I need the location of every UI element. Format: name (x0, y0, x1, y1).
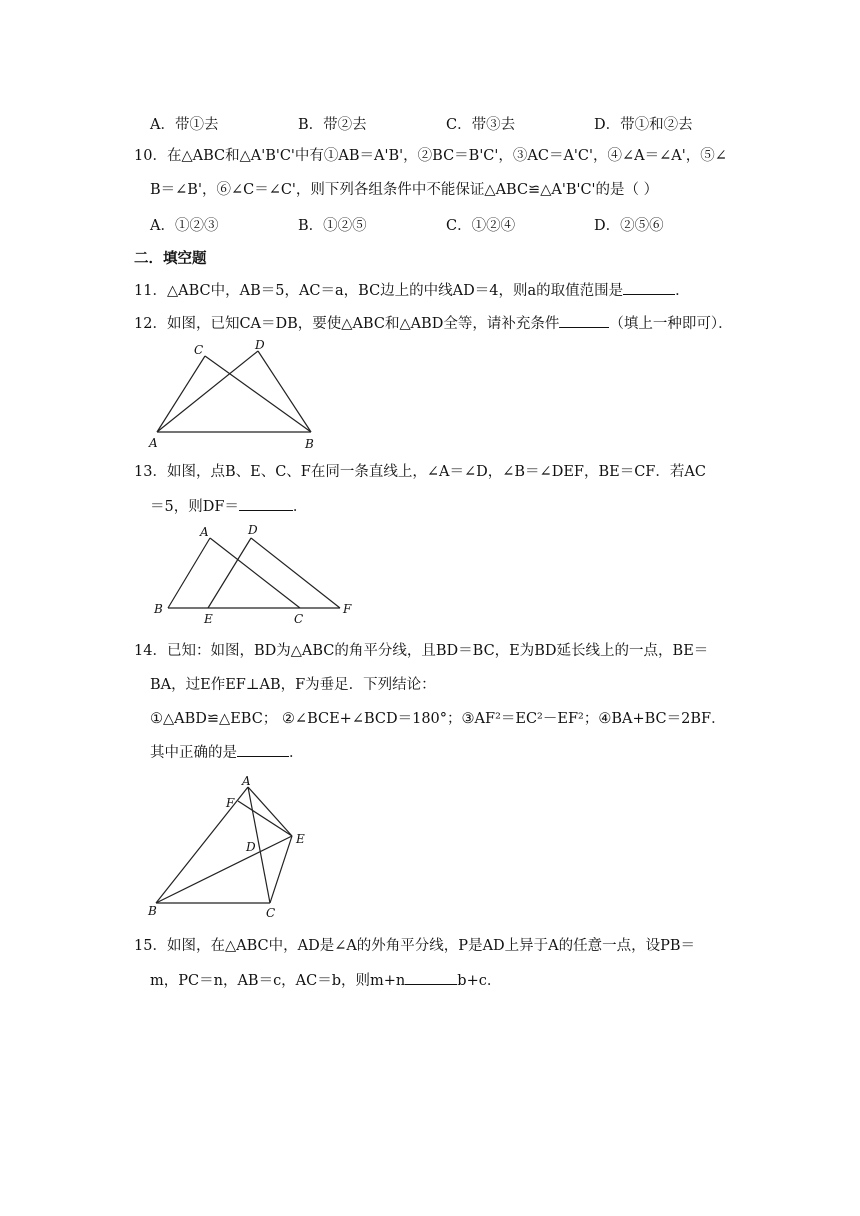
q14-segment-be (156, 836, 292, 903)
q14-answer-blank[interactable] (237, 742, 289, 757)
q11-text (134, 280, 690, 301)
q14-segment-ce (270, 836, 292, 903)
q13-label-a: A (200, 525, 209, 539)
q14-line-2: BA，过E作EF⊥AB，F为垂足．下列结论： (150, 677, 436, 693)
q13-label-f: F (343, 602, 352, 616)
q13-segment-ed (208, 538, 251, 608)
q14-line-4-b: ． (289, 745, 304, 761)
q14-label-a: A (242, 774, 251, 788)
q13-label-d: D (248, 523, 258, 537)
q13-line-2-b: ． (292, 499, 308, 515)
q12-text (134, 313, 733, 334)
q14-line-3: ①△ABD≌△EBC； ②∠BCE+∠BCD＝180°；③AF²＝EC²－EF²；④BA+BC＝2BF． (150, 711, 726, 727)
q13-answer-blank[interactable] (239, 496, 293, 511)
q12-label-c: C (194, 343, 204, 357)
q10-line-2: B＝∠B'，⑥∠C＝∠C'，则下列各组条件中不能保证△ABC≌△A'B'C'的是（ ） (150, 182, 659, 198)
q14-label-f: F (226, 796, 235, 810)
q9-option-b: B．带②去 (298, 117, 367, 133)
q11-text-b: ． (675, 283, 690, 299)
q14-line-1: 14．已知：如图，BD为△ABC的角平分线，且BD＝BC，E为BD延长线上的一点，BE＝ (134, 643, 709, 659)
q13-line-1: 13．如图，点B、E、C、F在同一条直线上，∠A＝∠D，∠B＝∠DEF，BE＝CF．若AC (134, 464, 706, 480)
q11-answer-blank[interactable] (623, 280, 675, 295)
q13-figure (148, 522, 358, 630)
q10-option-d: D．②⑤⑥ (594, 218, 664, 234)
q13-line-2 (150, 496, 307, 517)
q14-label-e: E (296, 832, 305, 846)
q14-label-b: B (148, 904, 157, 918)
q13-label-b: B (154, 602, 163, 616)
q15-line-1: 15．如图，在△ABC中，AD是∠A的外角平分线，P是AD上异于A的任意一点，设PB＝ (134, 938, 696, 954)
q13-label-e: E (204, 612, 213, 626)
q13-segment-ba (168, 538, 210, 608)
q15-answer-blank[interactable] (405, 970, 457, 985)
q9-option-d: D．带①和②去 (594, 117, 693, 133)
q15-line-2-a: m，PC＝n，AB＝c，AC＝b，则m+n (150, 973, 406, 989)
q14-line-4-a: 其中正确的是 (150, 745, 237, 761)
q14-line-4 (150, 742, 304, 763)
q12-text-a: 12．如图，已知CA＝DB，要使△ABC和△ABD全等，请补充条件 (134, 316, 560, 332)
q12-segment-cb (205, 356, 311, 432)
section-heading: 二．填空题 (134, 250, 207, 267)
q14-figure (142, 770, 317, 920)
q13-label-c: C (294, 612, 304, 626)
q10-option-b: B．①②⑤ (298, 218, 367, 234)
q14-label-d: D (246, 840, 256, 854)
q12-label-a: A (149, 436, 158, 450)
q12-figure (145, 337, 330, 452)
q12-segment-ad (157, 351, 258, 432)
q13-segment-df (251, 538, 340, 608)
q10-option-c: C．①②④ (446, 218, 516, 234)
q15-line-2-b: b+c． (457, 973, 502, 989)
q10-option-a: A．①②③ (150, 218, 219, 234)
q13-segment-ac (210, 538, 300, 608)
q14-label-c: C (266, 906, 276, 920)
q12-segment-db (258, 351, 311, 432)
q13-line-2-a: ＝5，则DF＝ (150, 499, 239, 515)
q9-option-a: A．带①去 (150, 117, 219, 133)
q12-label-d: D (255, 338, 265, 352)
q12-answer-blank[interactable] (559, 313, 609, 328)
q12-label-b: B (305, 437, 314, 451)
q15-line-2 (150, 970, 501, 991)
q10-line-1: 10．在△ABC和△A'B'C'中有①AB＝A'B'，②BC＝B'C'，③AC＝A'C'，④∠A＝∠A'，⑤∠ (134, 148, 727, 164)
q9-option-c: C．带③去 (446, 117, 516, 133)
q12-text-b: （填上一种即可）． (609, 316, 733, 332)
q12-segment-ac (157, 356, 205, 432)
q11-text-a: 11．△ABC中，AB＝5，AC＝a，BC边上的中线AD＝4，则a的取值范围是 (134, 283, 624, 299)
